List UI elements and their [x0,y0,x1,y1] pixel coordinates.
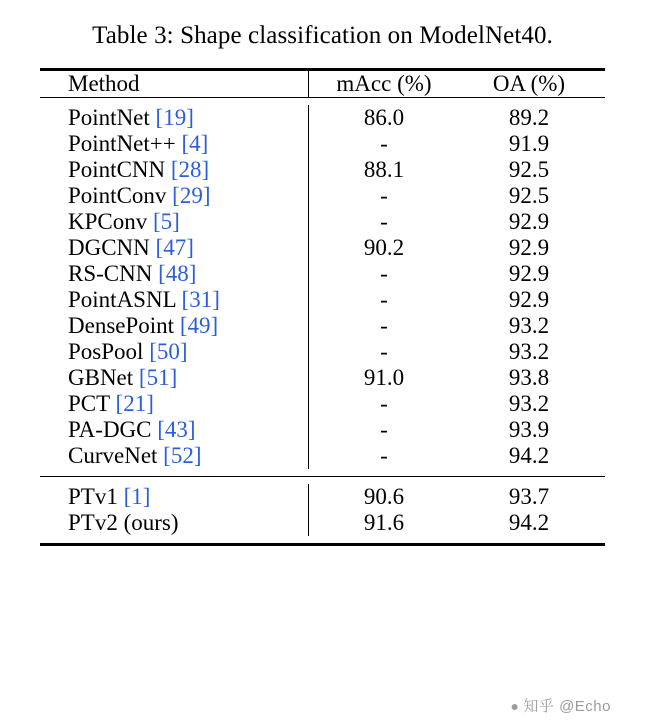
results-table [40,68,605,546]
cell-macc: 91.0 [309,365,460,391]
method-name: PosPool [68,339,144,364]
cell-method [40,157,309,183]
citation-link[interactable]: [28] [170,157,210,182]
cell-oa: 93.9 [508,417,550,442]
table-row [40,339,605,365]
table-row [40,391,605,417]
table-row [40,105,605,131]
cell-method [40,391,309,417]
method-name: GBNet [68,365,134,390]
table-row [40,484,605,510]
method-name: PointConv [68,183,167,208]
table-footer [40,536,605,546]
table-caption: Table 3: Shape classification on ModelNet40. [92,22,553,49]
citation-link[interactable]: [51] [138,365,178,390]
citation-link[interactable]: [1] [123,484,151,509]
citation-link[interactable]: [4] [181,131,209,156]
citation-link[interactable]: [5] [153,209,180,234]
citation-link[interactable]: [50] [149,339,188,364]
column-header-oa: OA (%) [492,71,566,96]
table-row [40,417,605,443]
cell-method [40,313,309,339]
cell-oa: 92.9 [508,235,550,260]
method-name: PointCNN [68,157,166,182]
cell-oa: 91.9 [508,131,550,156]
cell-oa: 94.2 [508,443,550,468]
spacer [40,98,605,105]
cell-oa: 92.5 [508,183,550,208]
table-row [40,131,605,157]
cell-method [40,209,309,235]
cell-method [40,105,309,131]
cell-method [40,287,309,313]
cell-oa: 93.2 [508,339,550,364]
column-header-method: Method [68,71,140,96]
citation-link[interactable]: [31] [181,287,220,312]
table-row [40,261,605,287]
spacer [40,477,605,484]
cell-oa: 93.2 [508,313,550,338]
method-name: RS-CNN [68,261,153,286]
table-body-sep [40,469,605,484]
table-row [40,365,605,391]
table-row [40,157,605,183]
citation-link[interactable]: [43] [157,417,196,442]
cell-method [40,183,309,209]
spacer [40,469,605,477]
method-name: CurveNet [68,443,158,468]
cell-oa: 93.8 [508,365,550,390]
cell-method [40,339,309,365]
table-row [40,183,605,209]
method-name: KPConv [68,209,148,234]
cell-method [40,261,309,287]
table-body-main [40,105,605,469]
table-body [40,70,605,106]
method-name: PointASNL [68,287,176,312]
method-name: DGCNN [68,235,150,260]
table-row [40,235,605,261]
citation-link[interactable]: [21] [115,391,154,416]
cell-macc: - [309,183,460,209]
citation-link[interactable]: [47] [155,235,194,260]
zhihu-icon: ● [510,698,520,714]
cell-macc: 90.6 [309,484,460,510]
cell-macc: - [309,131,460,157]
method-name: PTv1 [68,484,118,509]
table-body-ours [40,484,605,536]
cell-macc: 86.0 [309,105,460,131]
table-row [40,443,605,469]
column-header-macc: mAcc (%) [309,71,460,98]
rule-bottom [40,545,605,547]
cell-macc: - [309,417,460,443]
table-row [40,510,605,536]
cell-oa: 92.9 [508,261,550,286]
spacer [40,536,605,545]
cell-oa: 93.7 [508,484,550,509]
table-row [40,313,605,339]
watermark [510,695,611,716]
cell-method [40,510,309,536]
citation-link[interactable]: [49] [179,313,219,338]
cell-method [40,131,309,157]
cell-macc: - [309,209,460,235]
cell-oa: 92.5 [508,157,550,182]
cell-method [40,443,309,469]
method-name: DensePoint [68,313,175,338]
citation-link[interactable]: [48] [158,261,197,286]
method-name: PointNet++ [68,131,176,156]
cell-macc: 90.2 [309,235,460,261]
table-row [40,209,605,235]
method-name: PTv2 (ours) [68,510,179,535]
cell-macc: - [309,261,460,287]
cell-method [40,235,309,261]
cell-macc: - [309,443,460,469]
cell-oa: 92.9 [508,287,550,312]
cell-oa: 89.2 [508,105,550,130]
citation-link[interactable]: [52] [163,443,202,468]
cell-oa: 93.2 [508,391,550,416]
cell-method [40,365,309,391]
citation-link[interactable]: [19] [155,105,194,130]
cell-macc: 91.6 [309,510,460,536]
cell-oa: 94.2 [508,510,550,535]
cell-macc: 88.1 [309,157,460,183]
cell-macc: - [309,287,460,313]
watermark-text: 知乎 @Echo [523,698,611,715]
citation-link[interactable]: [29] [172,183,211,208]
cell-macc: - [309,313,460,339]
cell-method [40,484,309,510]
method-name: PCT [68,391,110,416]
cell-oa: 92.9 [508,209,550,234]
table-row [40,287,605,313]
table-header-row [40,71,605,98]
method-name: PA-DGC [68,417,152,442]
cell-macc: - [309,339,460,365]
method-name: PointNet [68,105,150,130]
cell-method [40,417,309,443]
cell-macc: - [309,391,460,417]
